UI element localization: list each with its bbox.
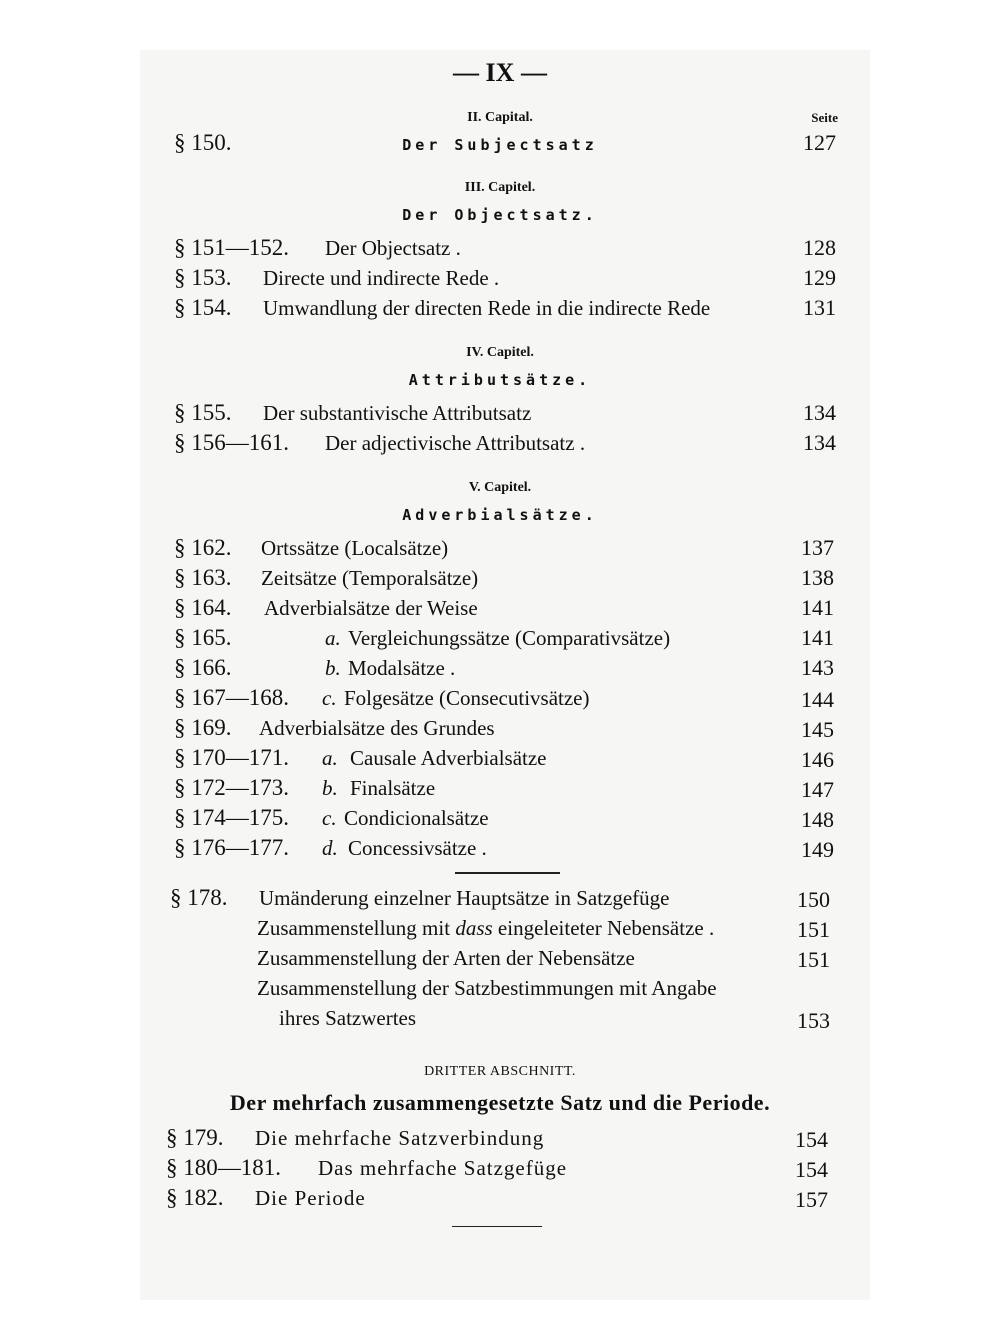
entry-text: Adverbialsätze der Weise <box>264 596 478 620</box>
entry-page: 137 <box>801 535 834 560</box>
entry-text: Directe und indirecte Rede . <box>263 266 500 290</box>
entry-text: Zusammenstellung mit dass eingeleiteter Nebensätze . <box>257 916 715 940</box>
entry-text: Finalsätze <box>350 776 436 800</box>
page-number: — IX — <box>453 58 547 87</box>
entry-page: 157 <box>795 1187 828 1212</box>
entry-marker: a. <box>322 746 338 770</box>
entry-page: 134 <box>803 430 836 455</box>
entry-section: § 162. <box>174 535 232 560</box>
entry-text: Vergleichungssätze (Comparativsätze) <box>348 626 671 650</box>
entry-section: § 155. <box>174 400 232 425</box>
entry-section: § 154. <box>174 295 232 320</box>
chapter-5-title: Adverbialsätze. <box>402 506 598 524</box>
entry-page: 143 <box>801 655 834 680</box>
entry-text: Zusammenstellung der Satzbestimmungen mit Angabe <box>257 976 717 1000</box>
entry-page: 154 <box>795 1157 828 1182</box>
entry-text: Causale Adverbialsätze <box>350 746 547 770</box>
entry-page: 144 <box>801 687 834 712</box>
chapter-2-title: Der Subjectsatz <box>402 136 598 154</box>
entry-text: Folgesätze (Consecutivsätze) <box>344 686 590 710</box>
end-divider <box>452 1226 542 1227</box>
entry-section: § 176—177. <box>174 835 289 860</box>
entry-section: § 172—173. <box>174 775 289 800</box>
entry-section: § 180—181. <box>166 1155 281 1180</box>
entry-section: § 170—171. <box>174 745 289 770</box>
entry-text: Ortssätze (Localsätze) <box>261 536 449 560</box>
entry-page: 131 <box>803 295 836 320</box>
entry-page: 150 <box>797 887 830 912</box>
entry-page: 151 <box>797 947 830 972</box>
part-title: Der mehrfach zusammengesetzte Satz und die Periode. <box>229 1090 771 1115</box>
entry-text: Umänderung einzelner Hauptsätze in Satzgefüge <box>259 886 670 910</box>
entry-text: Zusammenstellung der Arten der Nebensätze <box>257 946 635 970</box>
chapter-3-title: Der Objectsatz. <box>402 206 598 224</box>
entry-text: Das mehrfache Satzgefüge <box>318 1156 568 1180</box>
entry-text: Der Objectsatz . <box>325 236 461 260</box>
entry-section: § 151—152. <box>174 235 289 260</box>
entry-page: 128 <box>803 235 836 260</box>
entry-page: 148 <box>801 807 834 832</box>
entry-page: 127 <box>803 130 836 155</box>
entry-text: Modalsätze . <box>348 656 456 680</box>
entry-section: § 166. <box>174 655 232 680</box>
entry-page: 134 <box>803 400 836 425</box>
entry-text: Adverbialsätze des Grundes <box>259 716 495 740</box>
chapter-5-label: V. Capitel. <box>468 480 532 495</box>
entry-page: 146 <box>801 747 834 772</box>
entry-text: Die Periode <box>255 1186 366 1210</box>
entry-section: § 182. <box>166 1185 224 1210</box>
entry-page: 153 <box>797 1008 830 1033</box>
entry-section: § 165. <box>174 625 232 650</box>
entry-page: 141 <box>801 595 834 620</box>
entry-section: § 164. <box>174 595 232 620</box>
entry-text-italic: dass <box>455 916 493 940</box>
entry-text: Zeitsätze (Temporalsätze) <box>261 566 479 590</box>
entry-page: 141 <box>801 625 834 650</box>
entry-section: § 169. <box>174 715 232 740</box>
entry-page: 145 <box>801 717 834 742</box>
entry-page: 154 <box>795 1127 828 1152</box>
entry-section: § 153. <box>174 265 232 290</box>
chapter-3-label: III. Capitel. <box>464 180 536 195</box>
entry-page: 147 <box>801 777 834 802</box>
entry-marker: c. <box>322 686 337 710</box>
entry-marker: b. <box>325 656 341 680</box>
entry-page: 151 <box>797 917 830 942</box>
chapter-4-label: IV. Capitel. <box>466 345 534 360</box>
entry-marker: b. <box>322 776 338 800</box>
entry-text: Umwandlung der directen Rede in die indirecte Rede <box>263 296 711 320</box>
entry-section: § 163. <box>174 565 232 590</box>
part-label: DRITTER ABSCHNITT. <box>424 1064 576 1079</box>
entry-section: § 156—161. <box>174 430 289 455</box>
entry-page: 149 <box>801 837 834 862</box>
entry-marker: d. <box>322 836 338 860</box>
entry-section: § 179. <box>166 1125 224 1150</box>
seite-label: Seite <box>811 110 838 125</box>
entry-section: § 167—168. <box>174 685 289 710</box>
entry-section: § 178. <box>170 885 228 910</box>
entry-section: § 150. <box>174 130 232 155</box>
entry-marker: a. <box>325 626 341 650</box>
entry-text: Der adjectivische Attributsatz . <box>325 431 586 455</box>
entry-text: Der substantivische Attributsatz <box>263 401 532 425</box>
chapter-2-label: II. Capital. <box>467 110 533 125</box>
entry-marker: c. <box>322 806 337 830</box>
entry-page: 138 <box>801 565 834 590</box>
entry-text: ihres Satzwertes <box>279 1006 417 1030</box>
entry-page: 129 <box>803 265 836 290</box>
section-divider <box>455 872 560 874</box>
entry-text: Die mehrfache Satzverbindung <box>255 1126 545 1150</box>
chapter-4-title: Attributsätze. <box>408 371 592 389</box>
entry-section: § 174—175. <box>174 805 289 830</box>
entry-text: Condicionalsätze <box>344 806 489 830</box>
entry-text: Concessivsätze . <box>348 836 487 860</box>
